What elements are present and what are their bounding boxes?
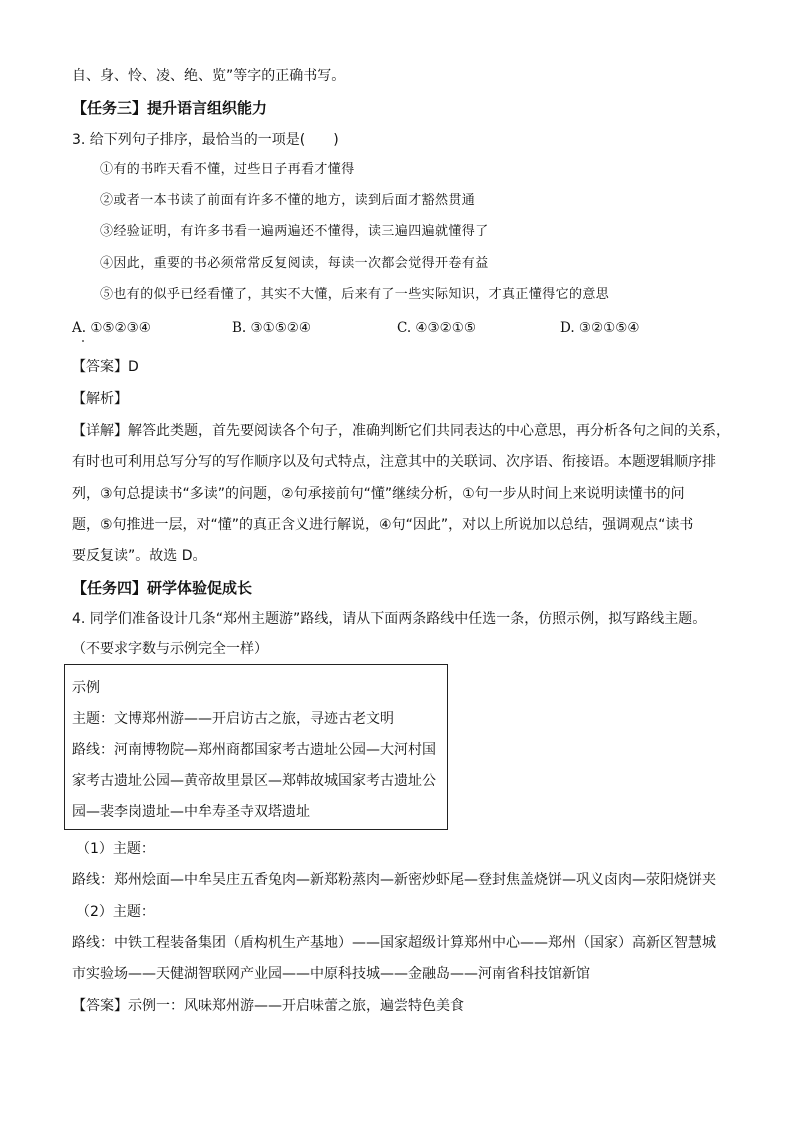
example-theme: 主题：文博郑州游——开启访古之旅，寻迹古老文明 bbox=[72, 711, 394, 727]
section-heading-task4: 【任务四】研学体验促成长 bbox=[72, 579, 253, 597]
answer-4-value: 示例一：风味郑州游——开启味蕾之旅，遍尝特色美食 bbox=[128, 998, 464, 1014]
sub-question-2: （2）主题： bbox=[76, 904, 155, 920]
answer-value: D bbox=[128, 359, 139, 375]
example-route-line-3: 园—裴李岗遗址—中牟寿圣寺双塔遗址 bbox=[72, 804, 310, 820]
route-2-line-1: 路线：中铁工程装备集团（盾构机生产基地）——国家超级计算郑州中心——郑州（国家）高新区智慧城 bbox=[72, 935, 716, 951]
option-d: D. ③②①⑤④ bbox=[560, 320, 640, 336]
example-route-line-1: 路线：河南博物院—郑州商都国家考古遗址公园—大河村国 bbox=[72, 742, 436, 758]
option-b: B. ③①⑤②④ bbox=[232, 320, 312, 336]
answer-4-line bbox=[72, 996, 464, 1016]
analysis-tag: 【解析】 bbox=[72, 391, 128, 407]
sub-question-1: （1）主题： bbox=[76, 841, 155, 857]
option-c: C. ④③②①⑤ bbox=[397, 320, 476, 336]
detail-line-5: 要反复读”。故选 D。 bbox=[72, 548, 207, 564]
detail-line-3: 列，③句总提读书“多读”的问题，②句承接前句“懂”继续分析，①句一步从时间上来说明读懂书的问 bbox=[72, 486, 685, 502]
stray-dot bbox=[82, 340, 84, 342]
detail-text-1: 解答此类题，首先要阅读各个句子，准确判断它们共同表达的中心意思，再分析各句之间的关系， bbox=[128, 423, 730, 439]
detail-line-1 bbox=[72, 421, 730, 441]
detail-tag: 【详解】 bbox=[72, 423, 128, 439]
detail-line-4: 题，⑤句推进一层，对“懂”的真正含义进行解说，④句“因此”，对以上所说加以总结，强调观点“读书 bbox=[72, 517, 694, 533]
example-box bbox=[64, 664, 448, 830]
answer-4-tag: 【答案】 bbox=[72, 998, 128, 1014]
section-heading-task3: 【任务三】提升语言组织能力 bbox=[72, 99, 268, 117]
question-4-note: （不要求字数与示例完全一样） bbox=[72, 641, 268, 657]
sentence-4: ④因此，重要的书必须常常反复阅读，每读一次都会觉得开卷有益 bbox=[100, 256, 489, 271]
detail-line-2: 有时也可利用总写分写的写作顺序以及句式特点，注意其中的关联词、次序语、衔接语。本题逻辑顺序排 bbox=[72, 454, 716, 470]
question-4: 4. 同学们准备设计几条“郑州主题游”路线，请从下面两条路线中任选一条，仿照示例，拟写路线主题。 bbox=[72, 611, 707, 627]
sentence-2: ②或者一本书读了前面有许多不懂的地方，读到后面才豁然贯通 bbox=[100, 193, 476, 208]
route-2-line-2: 市实验场——天健湖智联网产业园——中原科技城——金融岛——河南省科技馆新馆 bbox=[72, 966, 590, 982]
example-route-line-2: 家考古遗址公园—黄帝故里景区—郑韩故城国家考古遗址公 bbox=[72, 773, 436, 789]
sentence-1: ①有的书昨天看不懂，过些日子再看才懂得 bbox=[100, 162, 355, 177]
answer-line bbox=[72, 357, 139, 377]
option-a: A. ①⑤②③④ bbox=[72, 320, 151, 336]
answer-tag: 【答案】 bbox=[72, 359, 128, 375]
route-1: 路线：郑州烩面—中牟吴庄五香兔肉—新郑粉蒸肉—新密炒虾尾—登封焦盖烧饼—巩义卤肉—荥阳烧饼夹 bbox=[72, 872, 716, 888]
sentence-3: ③经验证明，有许多书看一遍两遍还不懂得，读三遍四遍就懂得了 bbox=[100, 224, 489, 239]
paragraph-line: 自、身、怜、凌、绝、览”等字的正确书写。 bbox=[72, 68, 346, 84]
sentence-5: ⑤也有的似乎已经看懂了，其实不大懂，后来有了一些实际知识，才真正懂得它的意思 bbox=[100, 287, 610, 302]
example-title: 示例 bbox=[72, 680, 100, 696]
question-3: 3. 给下列句子排序，最恰当的一项是( ) bbox=[72, 132, 339, 148]
